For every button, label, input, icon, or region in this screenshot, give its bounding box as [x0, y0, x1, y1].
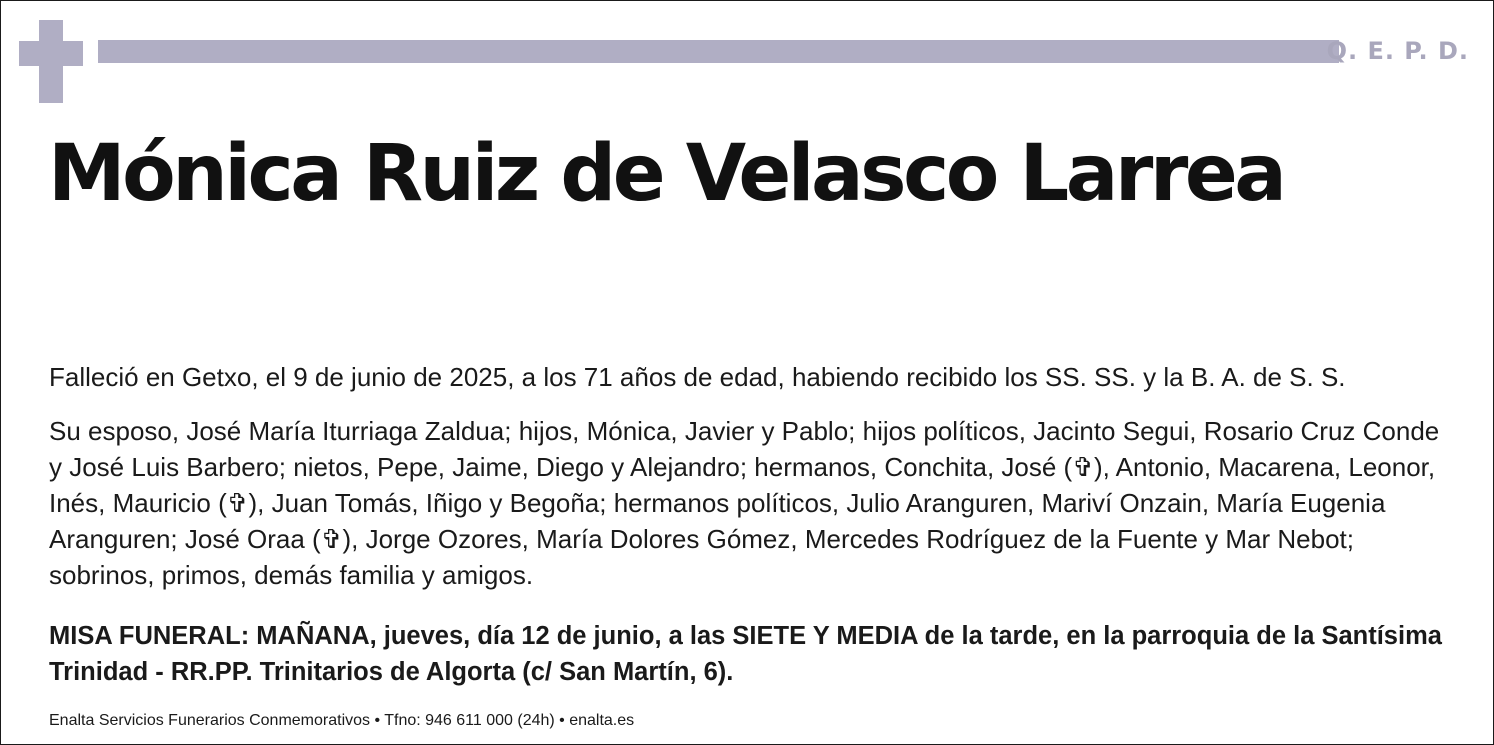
footer-contact: Enalta Servicios Funerarios Conmemorativos • Tfno: 946 611 000 (24h) • enalta.es: [49, 712, 635, 729]
latin-cross-icon: [19, 20, 83, 103]
death-info-paragraph: Falleció en Getxo, el 9 de junio de 2025, a los 71 años de edad, habiendo recibido los SS. SS. y la B. A. de S. S.: [49, 362, 1346, 392]
qepd-badge: Q. E. P. D.: [1326, 37, 1469, 65]
funeral-mass-paragraph: MISA FUNERAL: MAÑANA, jueves, día 12 de junio, a las SIETE Y MEDIA de la tarde, en la parroquia de la Santísima Trinidad - RR.PP. Trinitarios de Algorta (c/ San Martín, 6).: [49, 622, 1442, 686]
deceased-name: Mónica Ruiz de Velasco Larrea: [48, 129, 1284, 219]
header-rule: [98, 40, 1339, 63]
family-paragraph: Su esposo, José María Iturriaga Zaldua; hijos, Mónica, Javier y Pablo; hijos políticos, Jacinto Segui, Rosario Cruz Conde y José Luis Barbero; nietos, Pepe, Jaime, Diego y Alejandro; hermanos, Conchita, José (✞), Antonio, Macarena, Leonor, Inés, Mauricio (✞), Juan Tomás, Iñigo y Begoña; hermanos políticos, Julio Aranguren, Mariví Onzain, María Eugenia Aranguren; José Oraa (✞), Jorge Ozores, María Dolores Gómez, Mercedes Rodríguez de la Fuente y Mar Nebot; sobrinos, primos, demás familia y amigos.: [49, 416, 1440, 590]
